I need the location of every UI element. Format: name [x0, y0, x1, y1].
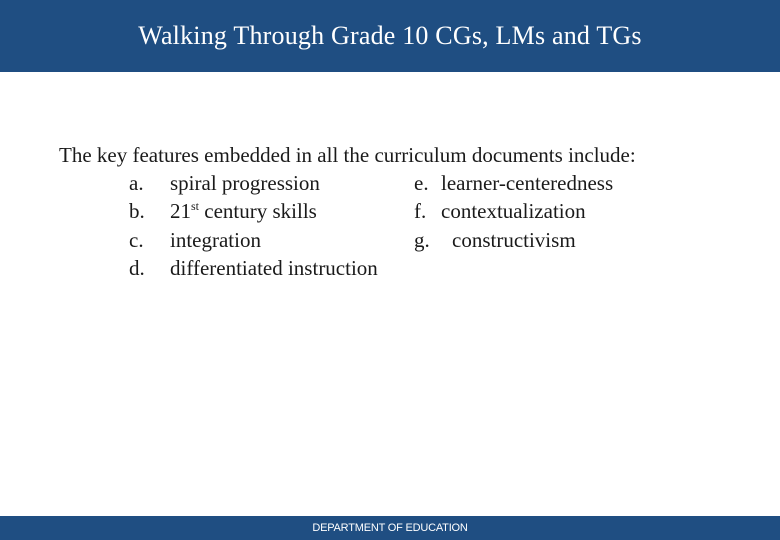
list-item-text: constructivism	[452, 228, 576, 252]
list-item-text: contextualization	[441, 199, 586, 223]
list-item-text	[170, 197, 317, 225]
list-item-text: integration	[170, 228, 261, 252]
list-marker: f.	[414, 199, 427, 223]
list-item-text: differentiated instruction	[170, 256, 378, 280]
footer-bar	[0, 516, 780, 540]
list-marker: b.	[129, 199, 145, 223]
list-marker: e.	[414, 171, 429, 195]
title-bar	[0, 0, 780, 72]
list-item-text-number: 21	[170, 199, 191, 223]
list-item-text: learner-centeredness	[441, 171, 614, 195]
footer-text: DEPARTMENT OF EDUCATION	[312, 522, 468, 534]
list-marker: a.	[129, 171, 144, 195]
intro-text: The key features embedded in all the curriculum documents include:	[59, 143, 636, 167]
slide-title: Walking Through Grade 10 CGs, LMs and TGs	[138, 21, 642, 50]
list-marker: c.	[129, 228, 144, 252]
list-item-text-superscript: st	[191, 199, 200, 213]
list-marker: g.	[414, 228, 430, 252]
list-item-text: spiral progression	[170, 171, 320, 195]
list-item-text-rest: century skills	[199, 199, 317, 223]
list-marker: d.	[129, 256, 145, 280]
